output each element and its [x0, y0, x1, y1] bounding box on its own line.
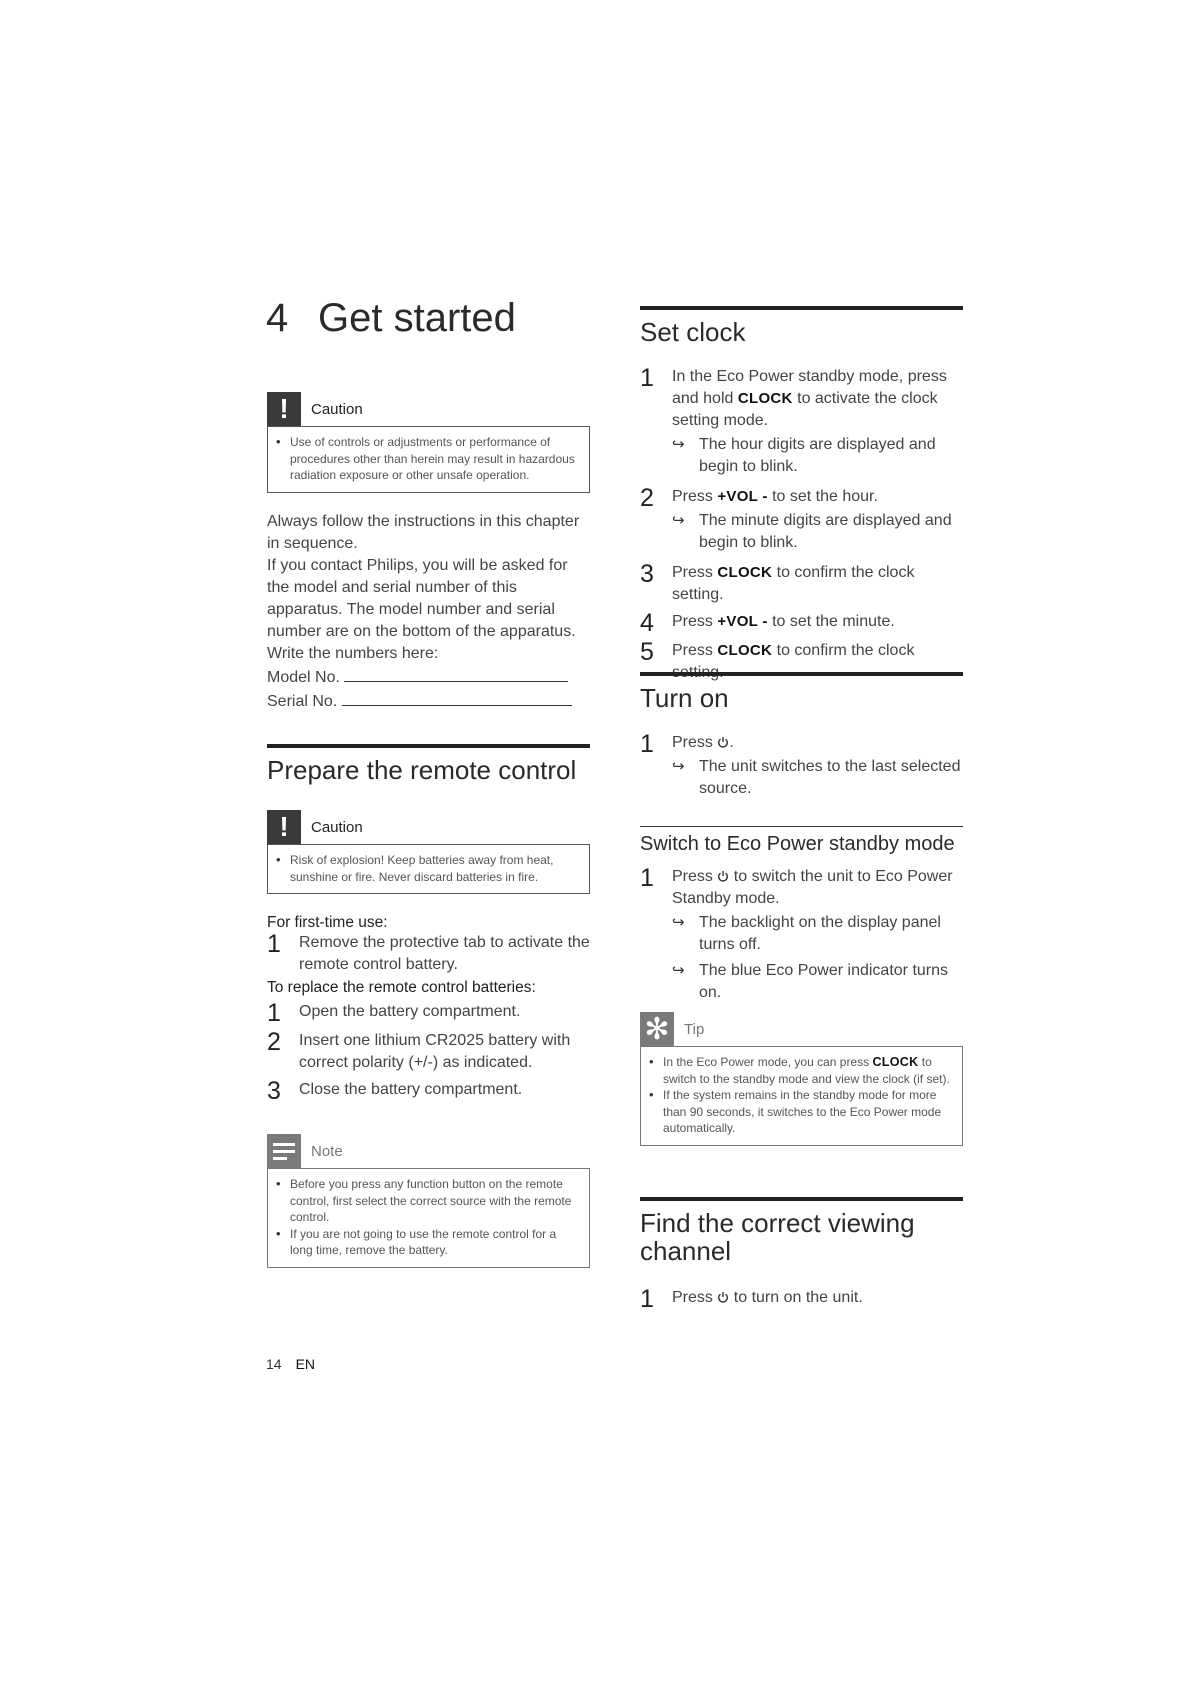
- step: 1 Open the battery compartment.: [267, 999, 521, 1027]
- step: 5 Press CLOCK to confirm the clock setting.: [640, 638, 915, 681]
- step: 2 Press +VOL - to set the hour. ↪ The minute digits are displayed and begin to blink.: [640, 486, 963, 554]
- model-no-line: Model No.: [267, 665, 590, 689]
- note-item: • If you are not going to use the remote control for a long time, remove the battery.: [276, 1225, 557, 1257]
- caution-box: [267, 844, 590, 894]
- eco-section: [640, 826, 963, 1009]
- step-result: ↪ The backlight on the display panel turns off.: [672, 912, 963, 956]
- step: 1 In the Eco Power standby mode, press and hold CLOCK to activate the clock setting mode. ↪ The hour digits are displayed and begin to blink.: [640, 366, 963, 478]
- eco-heading: Switch to Eco Power standby mode: [640, 826, 963, 856]
- set-clock-steps: [640, 366, 963, 684]
- turn-on-section: [640, 672, 963, 805]
- bullet-icon: •: [276, 852, 281, 867]
- result-arrow-icon: ↪: [672, 512, 685, 529]
- bullet-icon: •: [276, 1225, 281, 1241]
- step: 3 Press CLOCK to confirm the clock setting.: [640, 560, 915, 603]
- bullet-icon: •: [649, 1054, 654, 1069]
- caution-item: • Use of controls or adjustments or performance of procedures other than herein may result in hazardous radiation exposure or other unsafe operation.: [276, 434, 575, 482]
- tip-header: [640, 1012, 963, 1046]
- power-icon: [717, 1291, 729, 1303]
- exclamation-icon: !: [267, 392, 301, 426]
- exclamation-icon: !: [267, 810, 301, 844]
- caution-label: Caution: [311, 818, 363, 836]
- result-arrow-icon: ↪: [672, 436, 685, 453]
- model-no-blank: [344, 665, 568, 682]
- note-label: Note: [311, 1142, 343, 1160]
- prepare-section: [267, 744, 590, 784]
- note-item: • Before you press any function button on the remote control, first select the correct source with the remote control.: [276, 1176, 572, 1224]
- find-channel-heading: Find the correct viewing channel: [640, 1197, 963, 1265]
- bullet-icon: •: [649, 1087, 654, 1102]
- turn-on-steps: [640, 732, 963, 800]
- eco-steps: [640, 866, 963, 1004]
- result-arrow-icon: ↪: [672, 758, 685, 775]
- tip-item: • If the system remains in the standby mode for more than 90 seconds, it switches to the Eco Power mode automatically.: [649, 1087, 942, 1135]
- caution-item: • Risk of explosion! Keep batteries away from heat, sunshine or fire. Never discard batteries in fire.: [276, 852, 554, 884]
- step-result: ↪ The blue Eco Power indicator turns on.: [672, 960, 963, 1004]
- battery-instructions: [267, 914, 590, 1108]
- replace-steps: [267, 1001, 590, 1103]
- set-clock-heading: Set clock: [640, 306, 963, 346]
- tip-label: Tip: [684, 1020, 705, 1038]
- step: 1 Remove the protective tab to activate the remote control battery.: [267, 930, 590, 973]
- set-clock-section: [640, 306, 963, 689]
- step: 3 Close the battery compartment.: [267, 1077, 523, 1105]
- intro-paragraph-2: If you contact Philips, you will be asked for the model and serial number of this apparatus. The model number and serial number are on the bottom of the apparatus. Write the numbers here:: [267, 557, 576, 662]
- find-channel-steps: [640, 1287, 963, 1311]
- caution-box: [267, 426, 590, 493]
- find-channel-section: [640, 1197, 963, 1316]
- step-result: ↪ The hour digits are displayed and begin to blink.: [672, 434, 963, 478]
- page-number: 14: [266, 1356, 282, 1372]
- power-icon: [717, 736, 729, 748]
- step: 4 Press +VOL - to set the minute.: [640, 609, 895, 637]
- chapter-number: 4: [266, 296, 289, 340]
- step-result: ↪ The minute digits are displayed and begin to blink.: [672, 510, 963, 554]
- result-arrow-icon: ↪: [672, 962, 685, 979]
- serial-no-line: Serial No.: [267, 689, 590, 713]
- step: 2 Insert one lithium CR2025 battery with correct polarity (+/-) as indicated.: [267, 1028, 571, 1071]
- note-header: [267, 1134, 590, 1168]
- first-time-steps: [267, 932, 590, 976]
- bullet-icon: •: [276, 1176, 281, 1191]
- result-arrow-icon: ↪: [672, 914, 685, 931]
- step: 1 Press to switch the unit to Eco Power Standby mode. ↪ The backlight on the display panel turns off. ↪ The blue Eco Power indicator turns on.: [640, 866, 963, 1004]
- caution-header: [267, 392, 590, 426]
- chapter-title-text: Get started: [318, 296, 516, 340]
- first-time-label: For first-time use:: [267, 914, 388, 931]
- power-icon: [717, 870, 729, 882]
- step: 1 Press to turn on the unit.: [640, 1285, 863, 1313]
- tip-box: [640, 1046, 963, 1146]
- step-result: ↪ The unit switches to the last selected source.: [672, 756, 963, 800]
- intro-text: [267, 511, 590, 713]
- caution-notice-2: [267, 810, 590, 894]
- serial-no-blank: [342, 689, 572, 706]
- chapter-title: [266, 296, 516, 341]
- language-code: EN: [295, 1356, 316, 1372]
- turn-on-heading: Turn on: [640, 672, 963, 712]
- caution-label: Caution: [311, 400, 363, 418]
- note-icon: [267, 1134, 301, 1168]
- tip-item: • In the Eco Power mode, you can press CLOCK to switch to the standby mode and view the clock (if set).: [649, 1054, 950, 1086]
- bullet-icon: •: [276, 434, 281, 449]
- tip-notice: [640, 1012, 963, 1146]
- replace-label: To replace the remote control batteries:: [267, 979, 536, 996]
- prepare-heading: Prepare the remote control: [267, 744, 590, 784]
- note-box: [267, 1168, 590, 1268]
- caution-header: [267, 810, 590, 844]
- page-footer: [266, 1356, 315, 1372]
- note-notice: [267, 1134, 590, 1268]
- caution-notice-1: [267, 392, 590, 493]
- step: 1 Press . ↪ The unit switches to the last selected source.: [640, 732, 963, 800]
- asterisk-icon: ✻: [640, 1012, 674, 1046]
- intro-paragraph-1: Always follow the instructions in this chapter in sequence.: [267, 513, 580, 552]
